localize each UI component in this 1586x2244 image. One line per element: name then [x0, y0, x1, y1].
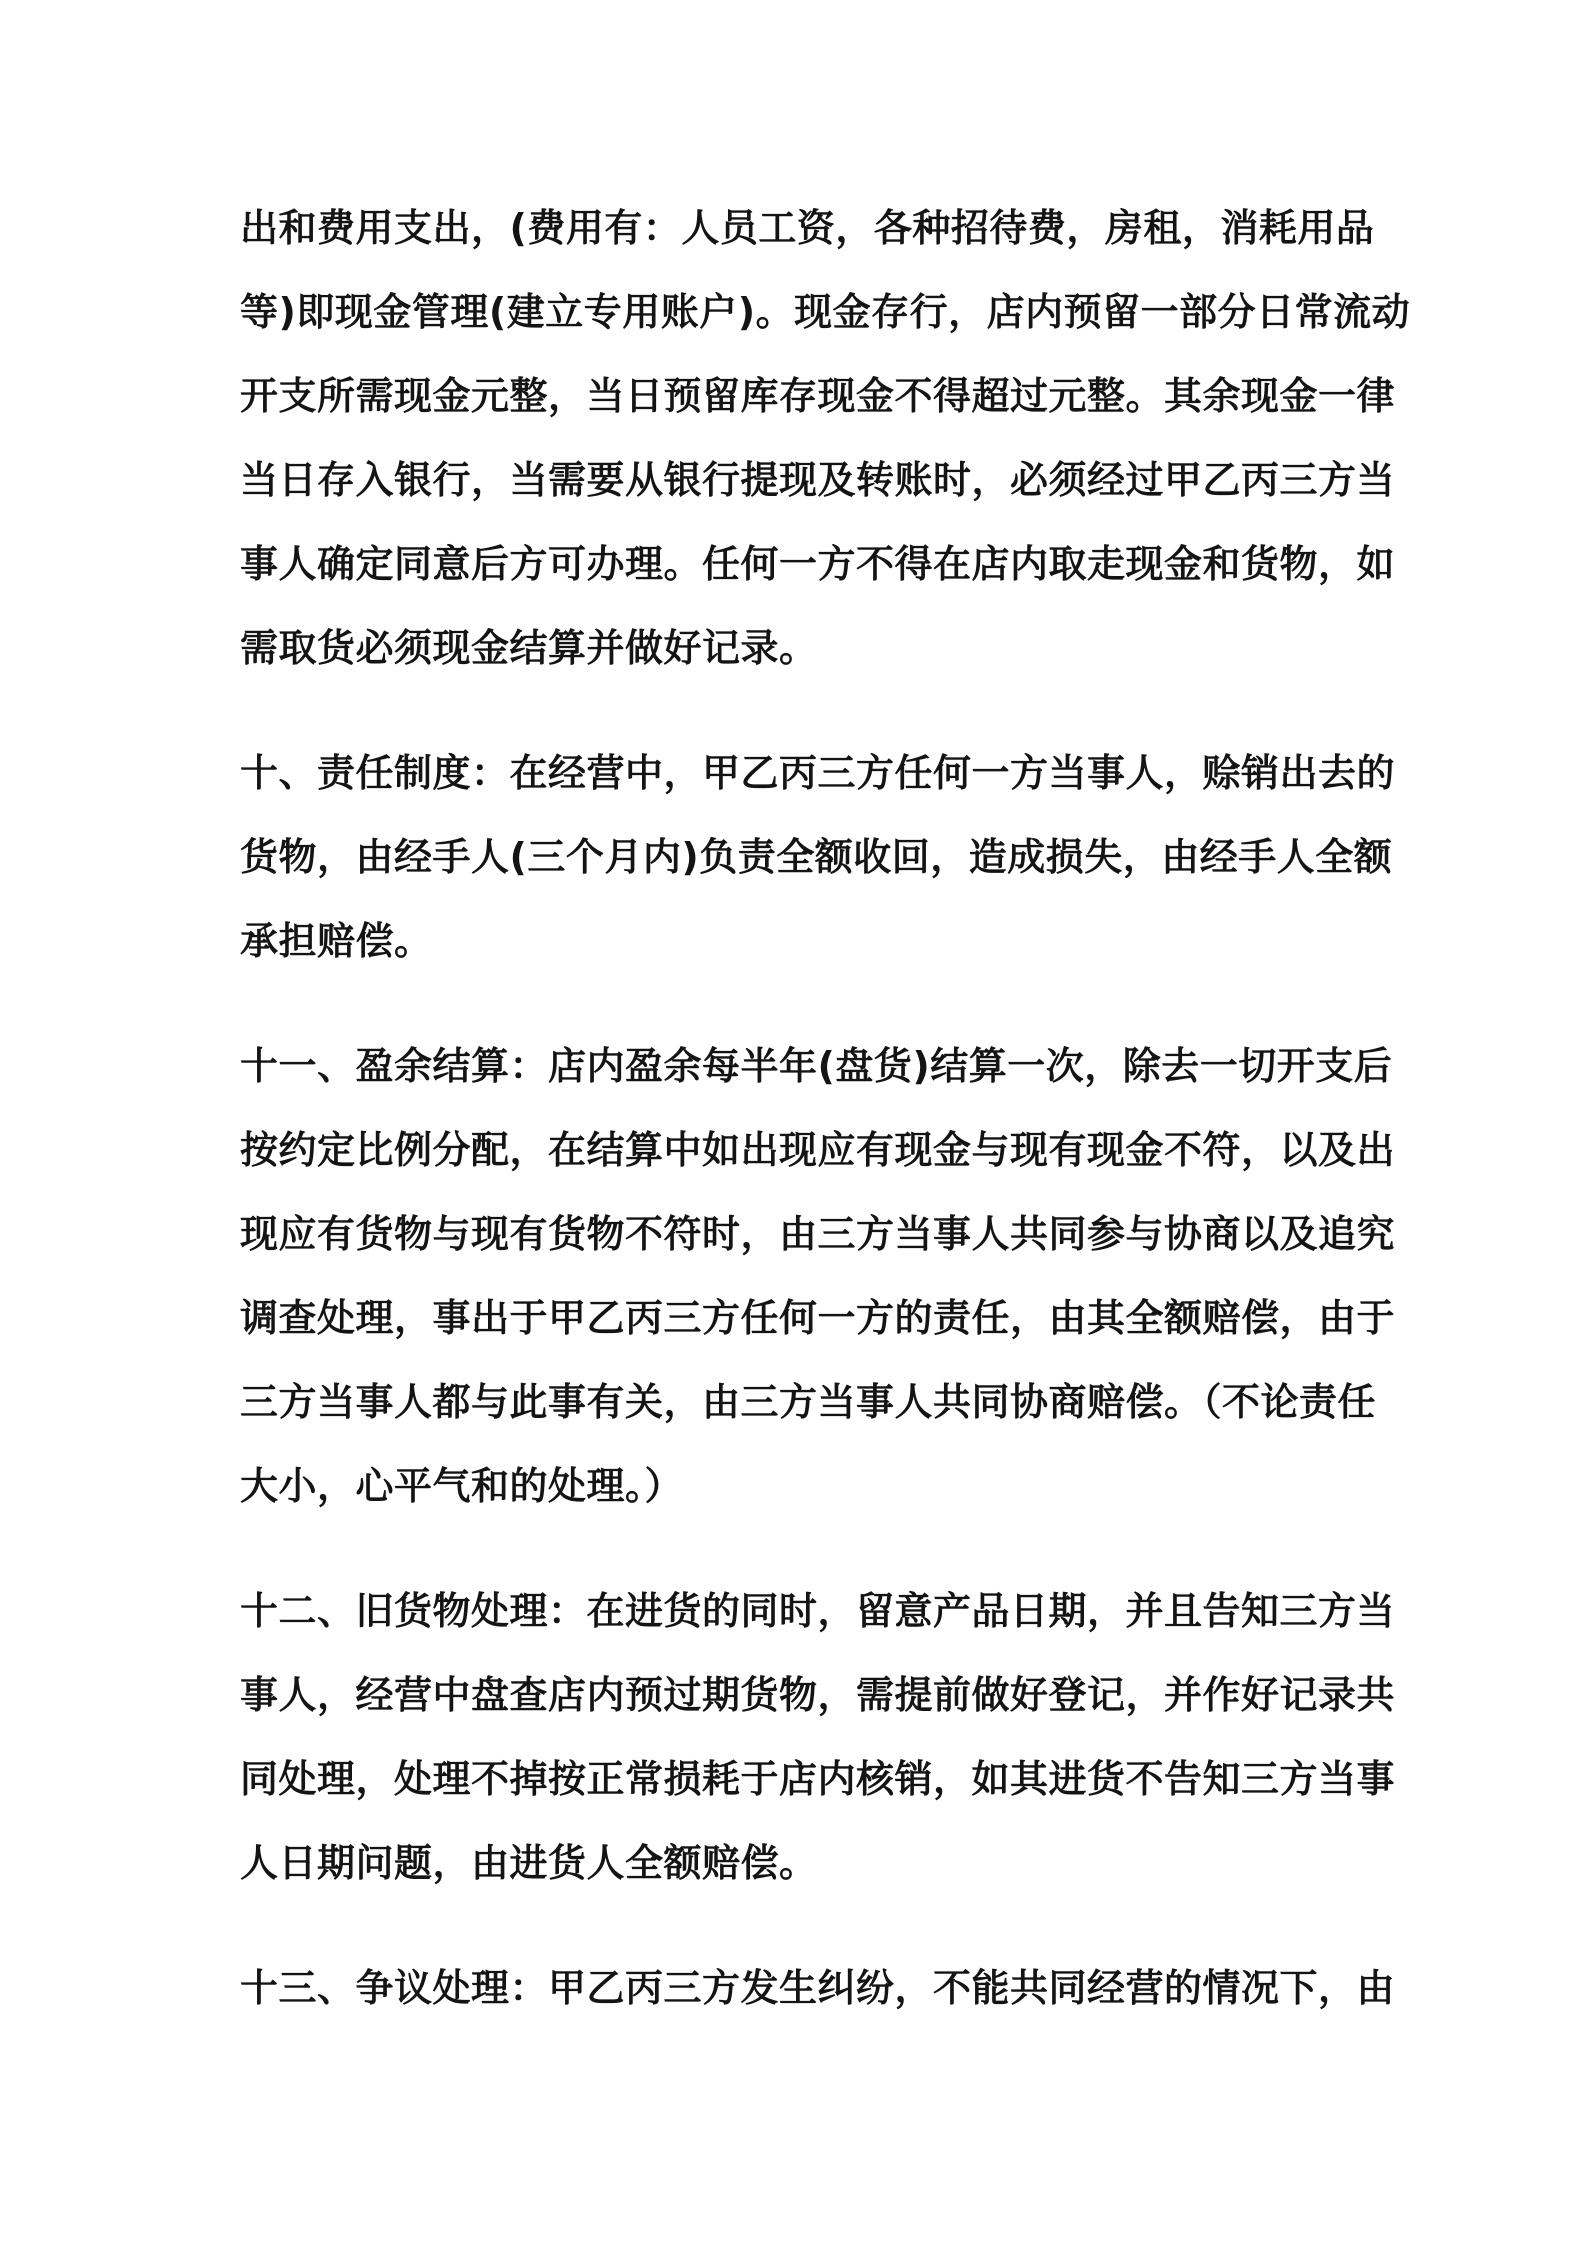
text-line: 十一、盈余结算：店内盈余每半年(盘货)结算一次，除去一切开支后 [240, 1044, 1393, 1088]
text-line: 出和费用支出，(费用有：人员工资，各种招待费，房租，消耗用品 [240, 206, 1375, 250]
text-line: 承担赔偿。 [240, 919, 433, 963]
text-line: 现应有货物与现有货物不符时，由三方当事人共同参与协商以及追究 [240, 1212, 1396, 1256]
paragraph-cash-management [240, 186, 1411, 690]
text-line: 十三、争议处理：甲乙丙三方发生纠纷，不能共同经营的情况下，由 [240, 1966, 1396, 2010]
text-line: 开支所需现金元整，当日预留库存现金不得超过元整。其余现金一律 [240, 374, 1396, 418]
text-line: 人日期问题，由进货人全额赔偿。 [240, 1841, 818, 1885]
text-line: 需取货必须现金结算并做好记录。 [240, 626, 818, 670]
paragraph-old-goods-handling [240, 1569, 1396, 1905]
paragraph-surplus-settlement [240, 1024, 1396, 1528]
text-line: 当日存入银行，当需要从银行提现及转账时，必须经过甲乙丙三方当 [240, 458, 1396, 502]
text-line: 事人确定同意后方可办理。任何一方不得在店内取走现金和货物，如 [240, 542, 1396, 586]
text-line: 等)即现金管理(建立专用账户)。现金存行，店内预留一部分日常流动 [240, 290, 1411, 334]
text-line: 大小，心平气和的处理。） [240, 1464, 684, 1508]
text-line: 十二、旧货物处理：在进货的同时，留意产品日期，并且告知三方当 [240, 1589, 1396, 1633]
text-line: 调查处理，事出于甲乙丙三方任何一方的责任，由其全额赔偿，由于 [240, 1296, 1396, 1340]
paragraph-dispute-handling [240, 1946, 1396, 2030]
text-line: 货物，由经手人(三个月内)负责全额收回，造成损失，由经手人全额 [240, 835, 1393, 879]
text-line: 同处理，处理不掉按正常损耗于店内核销，如其进货不告知三方当事 [240, 1757, 1396, 1801]
paragraph-responsibility-system [240, 731, 1396, 983]
text-line: 事人，经营中盘查店内预过期货物，需提前做好登记，并作好记录共 [240, 1673, 1396, 1717]
text-line: 按约定比例分配，在结算中如出现应有现金与现有现金不符，以及出 [240, 1128, 1396, 1172]
text-line: 三方当事人都与此事有关，由三方当事人共同协商赔偿。（不论责任 [240, 1380, 1377, 1424]
text-line: 十、责任制度：在经营中，甲乙丙三方任何一方当事人，赊销出去的 [240, 751, 1396, 795]
